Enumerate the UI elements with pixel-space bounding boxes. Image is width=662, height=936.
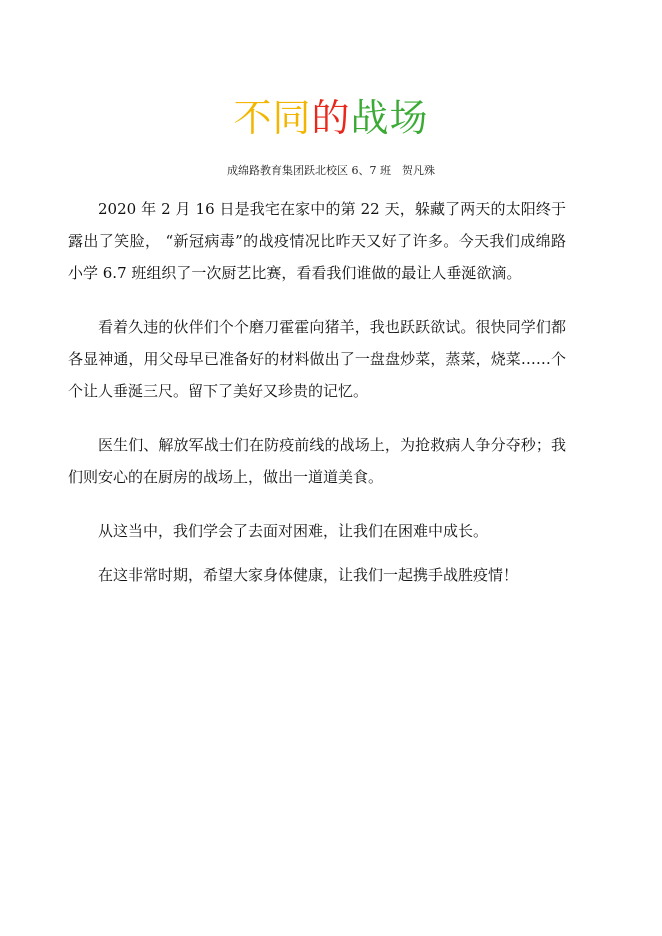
document-body — [68, 193, 566, 613]
byline: 成绵路教育集团跃北校区 6、7 班 贺凡殊 — [227, 164, 435, 177]
paragraph-2: 看着久违的伙伴们个个磨刀霍霍向猪羊，我也跃跃欲试。很快同学们都各显神通，用父母早已准备好的材料做出了一盘盘炒菜，蒸菜，烧菜……个个让人垂涎三尺。留下了美好又珍贵的记忆。 — [68, 318, 566, 400]
paragraph-4: 从这当中，我们学会了去面对困难，让我们在困难中成长。 — [98, 522, 489, 540]
paragraph-3: 医生们、解放军战士们在防疫前线的战场上，为抢救病人争分夺秒；我们则安心的在厨房的战场上，做出一道道美食。 — [68, 436, 566, 486]
paragraph-5: 在这非常时期，希望大家身体健康，让我们一起携手战胜疫情！ — [98, 566, 519, 584]
title-part-3: 战场 — [350, 96, 429, 140]
document-title — [0, 92, 662, 144]
paragraph-1: 2020 年 2 月 16 日是我宅在家中的第 22 天，躲藏了两天的太阳终于露出了笑脸， “新冠病毒”的战疫情况比昨天又好了许多。今天我们成绵路小学 6.7 班组织了一次厨艺比赛，看看我们谁做的最让人垂涎欲滴。 — [68, 200, 566, 282]
title-part-1: 不同 — [233, 96, 312, 140]
title-part-2: 的 — [311, 96, 351, 140]
